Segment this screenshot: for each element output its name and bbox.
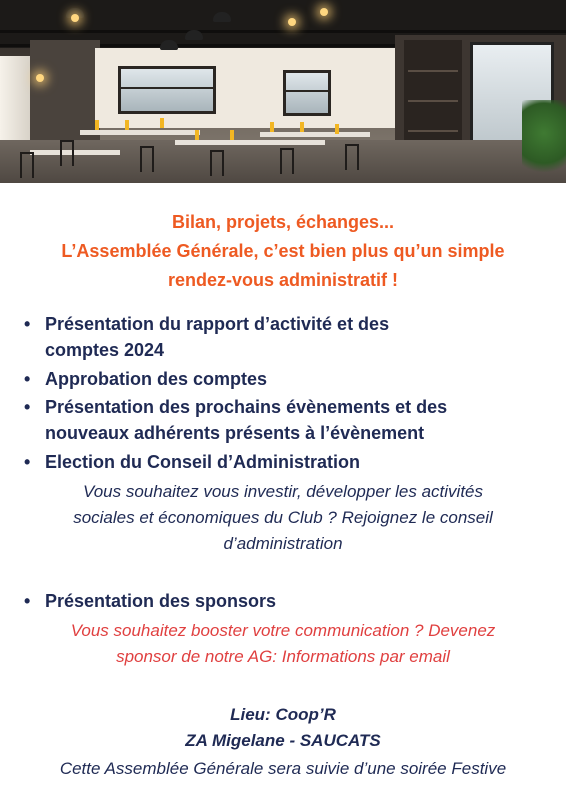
headline-line: rendez-vous administratif !: [167, 270, 399, 290]
footer-note: Cette Assemblée Générale sera suivie d’une soirée Festive: [59, 759, 507, 778]
location-address: ZA Migelane - SAUCATS: [185, 731, 381, 750]
lamp: [185, 30, 203, 40]
agenda-item: [24, 366, 544, 392]
chair: [20, 152, 34, 178]
agenda-item: [24, 588, 544, 614]
light-bulb: [288, 18, 296, 26]
chair: [210, 150, 224, 176]
napkin: [300, 122, 304, 132]
lamp: [160, 40, 178, 50]
napkin: [125, 120, 129, 130]
agenda-item-text: Présentation des prochains évènements et des: [45, 397, 448, 417]
ceiling-beam: [0, 30, 566, 33]
napkin: [335, 124, 339, 134]
napkin: [195, 130, 199, 140]
agenda-item: [24, 449, 544, 475]
restaurant-interior-photo: [0, 0, 566, 183]
table: [175, 140, 325, 145]
chair: [140, 146, 154, 172]
sponsor-note-line: Vous souhaitez booster votre communication ? Devenez: [70, 621, 496, 640]
headline: [0, 208, 566, 295]
bullet: •: [24, 591, 31, 611]
napkin: [270, 122, 274, 132]
council-note: [0, 479, 566, 557]
agenda-item-text: Présentation des sponsors: [45, 591, 277, 611]
agenda-item-text: Election du Conseil d’Administration: [45, 452, 361, 472]
sponsor-note-line: sponsor de notre AG: Informations par email: [116, 647, 450, 666]
window: [283, 70, 331, 116]
napkin: [160, 118, 164, 128]
agenda-item: [24, 394, 544, 446]
location-label: Lieu: Coop’R: [230, 705, 336, 724]
agenda-item-text: Présentation du rapport d’activité et des: [45, 314, 390, 334]
lamp: [213, 12, 231, 22]
light-bulb: [71, 14, 79, 22]
bullet: •: [24, 314, 31, 334]
window: [118, 66, 216, 114]
agenda-item: [24, 311, 544, 363]
bullet: •: [24, 397, 31, 417]
bullet: •: [24, 452, 31, 472]
agenda-item-text: comptes 2024: [45, 340, 165, 360]
table: [260, 132, 370, 137]
bullet: •: [24, 369, 31, 389]
headline-line: Bilan, projets, échanges...: [171, 212, 395, 232]
chair: [280, 148, 294, 174]
council-note-line: sociales et économiques du Club ? Rejoignez le conseil: [73, 508, 493, 527]
council-note-line: Vous souhaitez vous investir, développer les activités: [82, 482, 484, 501]
napkin: [230, 130, 234, 140]
light-bulb: [320, 8, 328, 16]
chair: [60, 140, 74, 166]
council-note-line: d’administration: [223, 534, 343, 553]
agenda-item-text: nouveaux adhérents présents à l’évènement: [45, 423, 425, 443]
plant: [522, 100, 566, 183]
napkin: [95, 120, 99, 130]
table: [80, 130, 200, 135]
table: [30, 150, 120, 155]
light-bulb: [36, 74, 44, 82]
headline-line: L’Assemblée Générale, c’est bien plus qu’un simple: [61, 241, 505, 261]
agenda-item-text: Approbation des comptes: [45, 369, 268, 389]
chair: [345, 144, 359, 170]
window-light: [0, 56, 30, 146]
sponsor-note: [0, 618, 566, 670]
